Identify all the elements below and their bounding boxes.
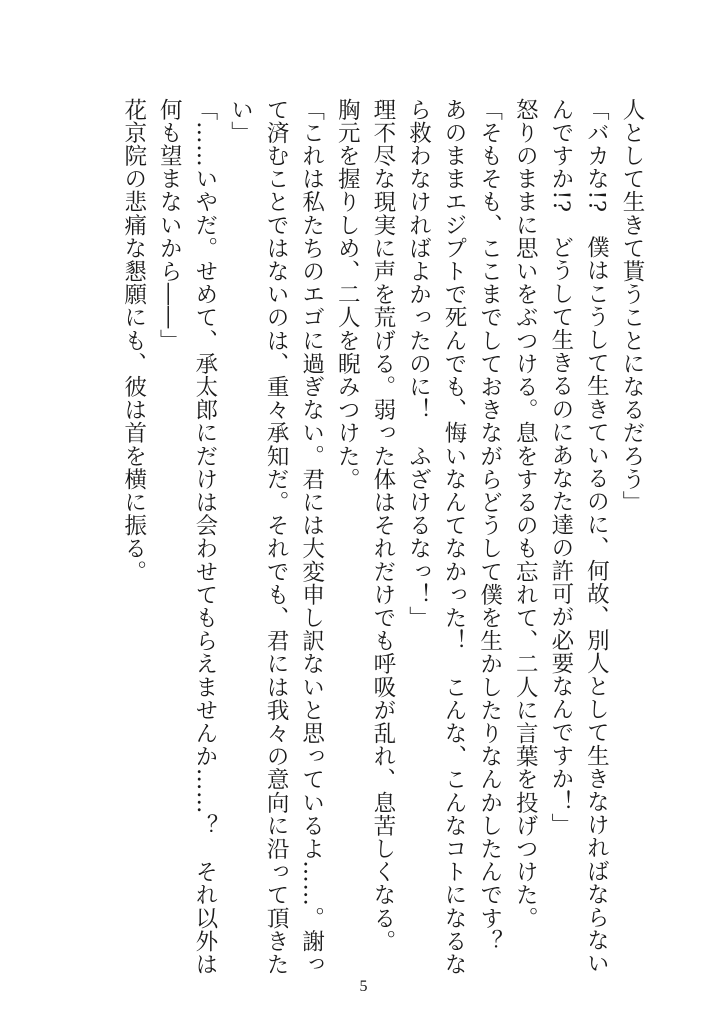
page-number: 5 — [359, 978, 368, 995]
text-line-2: 「バカな!? 僕はこうして生きているのに、何故、別人として生きなければならない — [583, 98, 610, 976]
text-line-5: 「そもそも、ここまでしておきながらどうして僕を生かしたりなんかしたんです？ — [476, 98, 503, 953]
text-line-10: 「これは私たちのエゴに過ぎない。君には大変申し訳ないと思っているよ……。謝っ — [298, 98, 325, 976]
text-line-7: ら救わなければよかったのに！ ふざけるなっ！」 — [405, 98, 432, 630]
text-line-8: 理不尽な現実に声を荒げる。弱った体はそれだけでも呼吸が乱れ、息苦しくなる。 — [369, 98, 396, 953]
text-line-15: 花京院の悲痛な懇願にも、彼は首を横に振る。 — [120, 98, 147, 584]
text-line-9: 胸元を握りしめ、二人を睨みつけた。 — [334, 98, 361, 491]
text-line-12: い」 — [227, 98, 254, 145]
text-line-14: 何も望まないから――」 — [156, 98, 183, 353]
text-line-11: て済むことではないのは、重々承知だ。それでも、君には我々の意向に沿って頂きた — [263, 98, 290, 976]
text-line-4: 怒りのままに思いをぶつける。息をするのも忘れて、二人に言葉を投げつけた。 — [512, 98, 539, 930]
vertical-text-block — [115, 98, 649, 976]
text-line-13: 「……いやだ。せめて、承太郎にだけは会わせてもらえませんか……？ それ以外は — [191, 98, 218, 976]
text-line-3: んですか!? どうして生きるのにあなた達の許可が必要なんですか！」 — [547, 98, 574, 837]
text-line-1: 人として生きて貰うことになるだろう」 — [619, 98, 645, 514]
text-line-6: あのままエジプトで死んでも、悔いなんてなかった！ こんな、こんなコトになるな — [441, 98, 468, 976]
